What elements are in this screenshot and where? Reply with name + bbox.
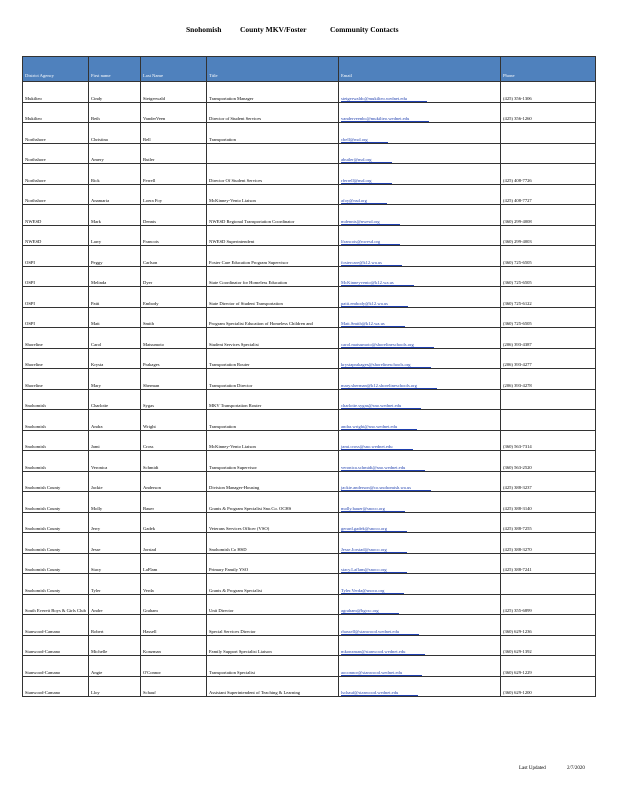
cell-phone: (425) 388-7241: [501, 553, 596, 574]
cell-phone: (360) 299-4008: [501, 205, 596, 226]
cell-first-name: Jerry: [89, 512, 141, 533]
cell-title: Unit Director: [207, 594, 339, 615]
cell-agency: Shoreline: [23, 348, 89, 369]
email-link[interactable]: cbell@nsd.org: [341, 137, 388, 143]
cell-first-name: Tyler: [89, 574, 141, 595]
email-link[interactable]: gerard.gadek@snoco.org: [341, 526, 407, 532]
cell-phone: [501, 389, 596, 410]
table-row: [23, 594, 596, 615]
cell-last-name: Gadek: [141, 512, 207, 533]
cell-last-name: Francois: [141, 225, 207, 246]
email-link[interactable]: stacy.Laflam@snoco.org: [341, 567, 407, 573]
cell-title: Veterans Services Officer (VSO): [207, 512, 339, 533]
table-row: [23, 225, 596, 246]
cell-title: Program Specialist Education of Homeless Children and: [207, 307, 339, 328]
cell-title: Division Manager-Housing: [207, 471, 339, 492]
cell-last-name: VanderVeen: [141, 102, 207, 123]
table-row: [23, 164, 596, 185]
cell-last-name: Dennis: [141, 205, 207, 226]
cell-agency: Northshore: [23, 143, 89, 164]
cell-agency: Snohomish: [23, 410, 89, 431]
cell-email[interactable]: [339, 451, 501, 472]
table-row: [23, 410, 596, 431]
cell-last-name: Carlson: [141, 246, 207, 267]
cell-last-name: Sygas: [141, 389, 207, 410]
cell-agency: Snohomish County: [23, 512, 89, 533]
cell-email[interactable]: [339, 143, 501, 164]
cell-email[interactable]: [339, 246, 501, 267]
cell-agency: Snohomish: [23, 389, 89, 410]
cell-email[interactable]: [339, 656, 501, 677]
cell-email[interactable]: [339, 512, 501, 533]
cell-phone: (360) 629-1229: [501, 656, 596, 677]
cell-title: MKV Transportation Router: [207, 389, 339, 410]
cell-email[interactable]: [339, 410, 501, 431]
cell-last-name: Schauf: [141, 676, 207, 697]
cell-agency: Snohomish County: [23, 471, 89, 492]
cell-first-name: Andre: [89, 594, 141, 615]
cell-last-name: Anderson: [141, 471, 207, 492]
last-updated-label: Last Updated: [519, 766, 546, 771]
table-row: [23, 471, 596, 492]
cell-title: Assistant Superintendent of Teaching & Learning: [207, 676, 339, 697]
cell-phone: (360) 563-2520: [501, 451, 596, 472]
cell-phone: (360) 563-7314: [501, 430, 596, 451]
email-link[interactable]: vanderveenbc@mukilteo.wednet.edu: [341, 116, 429, 122]
cell-agency: Stanwood-Camano: [23, 615, 89, 636]
cell-title: Foster Care Education Program Supervisor: [207, 246, 339, 267]
cell-last-name: Graham: [141, 594, 207, 615]
col-title-header: Title: [207, 57, 339, 82]
cell-phone: [501, 143, 596, 164]
cell-phone: (425) 408-7727: [501, 184, 596, 205]
email-link[interactable]: mkonzman@stanwood.wednet.edu: [341, 649, 425, 655]
cell-title: McKinney-Vento Liaison: [207, 430, 339, 451]
title-contacts: Community Contacts: [330, 25, 399, 34]
cell-first-name: Carol: [89, 328, 141, 349]
cell-last-name: Jorstad: [141, 533, 207, 554]
cell-title: State Director of Student Transportation: [207, 287, 339, 308]
cell-last-name: Verda: [141, 574, 207, 595]
cell-email[interactable]: [339, 430, 501, 451]
email-link[interactable]: jackie.anderson@co.snohomish.wa.us: [341, 485, 431, 491]
cell-email[interactable]: [339, 266, 501, 287]
cell-phone: [501, 410, 596, 431]
table-row: [23, 143, 596, 164]
cell-agency: Snohomish County: [23, 553, 89, 574]
cell-agency: Mukilteo: [23, 102, 89, 123]
cell-last-name: Steigerwald: [141, 82, 207, 103]
email-link[interactable]: charlotte.sygas@sno.wednet.edu: [341, 403, 421, 409]
col-email-header: Email: [339, 57, 501, 82]
cell-phone: (425) 408-7726: [501, 164, 596, 185]
cell-email[interactable]: [339, 205, 501, 226]
cell-title: [207, 143, 339, 164]
title-county: Snohomish: [186, 25, 222, 34]
table-header-row: [23, 57, 596, 82]
cell-title: NWESD Regional Transportation Coordinator: [207, 205, 339, 226]
table-row: [23, 492, 596, 513]
cell-phone: (425) 388-3140: [501, 492, 596, 513]
cell-first-name: Mark: [89, 205, 141, 226]
cell-email[interactable]: [339, 102, 501, 123]
col-first-name-header: First name: [89, 57, 141, 82]
email-link[interactable]: molly.bauer@snoco.org: [341, 506, 405, 512]
cell-last-name: Cross: [141, 430, 207, 451]
cell-first-name: Robert: [89, 615, 141, 636]
cell-agency: Snohomish County: [23, 574, 89, 595]
table-row: [23, 533, 596, 554]
cell-first-name: Jackie: [89, 471, 141, 492]
cell-phone: (425) 388-3270: [501, 533, 596, 554]
email-link[interactable]: krystaprakages@shorelineschools.org: [341, 362, 431, 368]
col-last-name-header: Last Name: [141, 57, 207, 82]
cell-agency: OSPI: [23, 246, 89, 267]
cell-email[interactable]: [339, 553, 501, 574]
cell-email[interactable]: [339, 533, 501, 554]
cell-phone: (425) 356-1260: [501, 102, 596, 123]
cell-phone: (206) 393-4278: [501, 369, 596, 390]
cell-title: NWESD Superintendent: [207, 225, 339, 246]
cell-first-name: Patti: [89, 287, 141, 308]
cell-phone: (425) 356-1306: [501, 82, 596, 103]
table-row: [23, 574, 596, 595]
cell-agency: NWESD: [23, 205, 89, 226]
cell-agency: South Everett Boys & Girls Club: [23, 594, 89, 615]
cell-agency: Shoreline: [23, 369, 89, 390]
email-link[interactable]: agraham@bgcsc.org: [341, 608, 399, 614]
cell-title: Transportation Manager: [207, 82, 339, 103]
table-row: [23, 307, 596, 328]
cell-agency: Stanwood-Camano: [23, 676, 89, 697]
cell-phone: (206) 393-4387: [501, 328, 596, 349]
cell-title: Transportation: [207, 410, 339, 431]
email-link[interactable]: jami.cross@sno.wednet.edu: [341, 444, 413, 450]
cell-first-name: Stacy: [89, 553, 141, 574]
table-row: [23, 451, 596, 472]
table-row: [23, 328, 596, 349]
email-link[interactable]: Jesse.Jorstad@snoco.org: [341, 547, 407, 553]
cell-phone: (360) 725-6505: [501, 266, 596, 287]
cell-email[interactable]: [339, 492, 501, 513]
cell-title: Grants & Program Specialist Sno.Co. OCHS: [207, 492, 339, 513]
cell-first-name: Lloy: [89, 676, 141, 697]
cell-last-name: Loera Foy: [141, 184, 207, 205]
cell-last-name: Butler: [141, 143, 207, 164]
email-link[interactable]: mdennis@nwesd.org: [341, 219, 400, 225]
cell-email[interactable]: [339, 82, 501, 103]
cell-first-name: Molly: [89, 492, 141, 513]
cell-email[interactable]: [339, 369, 501, 390]
cell-first-name: Christina: [89, 123, 141, 144]
email-link[interactable]: steigerwaldc@mukilteo.wednet.edu: [341, 96, 427, 102]
cell-first-name: Cindy: [89, 82, 141, 103]
col-phone-header: Phone: [501, 57, 596, 82]
cell-agency: Northshore: [23, 123, 89, 144]
table-row: [23, 102, 596, 123]
cell-agency: NWESD: [23, 225, 89, 246]
cell-title: Special Services Director: [207, 615, 339, 636]
cell-last-name: Bauer: [141, 492, 207, 513]
email-link[interactable]: lfrancois@nwesd.org: [341, 239, 400, 245]
cell-last-name: Wright: [141, 410, 207, 431]
cell-email[interactable]: [339, 184, 501, 205]
cell-last-name: Bell: [141, 123, 207, 144]
cell-title: Transportation Director: [207, 369, 339, 390]
cell-first-name: Matt: [89, 307, 141, 328]
table-row: [23, 184, 596, 205]
cell-agency: OSPI: [23, 307, 89, 328]
table-row: [23, 348, 596, 369]
table-row: [23, 615, 596, 636]
cell-agency: Northshore: [23, 164, 89, 185]
table-row: [23, 676, 596, 697]
email-link[interactable]: patti.embody@k12.wa.us: [341, 301, 408, 307]
table-row: [23, 656, 596, 677]
cell-email[interactable]: [339, 615, 501, 636]
cell-first-name: Anamaria: [89, 184, 141, 205]
cell-email[interactable]: [339, 574, 501, 595]
cell-title: Transportation Supervisor: [207, 451, 339, 472]
cell-email[interactable]: [339, 328, 501, 349]
cell-first-name: Jami: [89, 430, 141, 451]
email-link[interactable]: veronica.schmidt@sno.wednet.edu: [341, 465, 425, 471]
cell-last-name: Smith: [141, 307, 207, 328]
cell-agency: Stanwood-Camano: [23, 635, 89, 656]
document-title: [0, 25, 618, 37]
cell-first-name: Veronica: [89, 451, 141, 472]
cell-email[interactable]: [339, 307, 501, 328]
cell-agency: OSPI: [23, 266, 89, 287]
cell-first-name: Michelle: [89, 635, 141, 656]
cell-first-name: Jesse: [89, 533, 141, 554]
cell-first-name: Rick: [89, 164, 141, 185]
cell-first-name: Charlotte: [89, 389, 141, 410]
email-link[interactable]: abutler@nsd.org: [341, 157, 392, 163]
cell-last-name: LaFlam: [141, 553, 207, 574]
cell-title: Director Of Student Services: [207, 164, 339, 185]
cell-first-name: Peggy: [89, 246, 141, 267]
email-link[interactable]: mary.sherman@k12.shorelineschools.org: [341, 383, 437, 389]
cell-first-name: Larry: [89, 225, 141, 246]
email-link[interactable]: Matt.Smith@k12.wa.us: [341, 321, 405, 327]
cell-phone: [501, 123, 596, 144]
table-row: [23, 512, 596, 533]
cell-agency: Mukilteo: [23, 82, 89, 103]
cell-title: Transportation Router: [207, 348, 339, 369]
cell-agency: Snohomish County: [23, 533, 89, 554]
table-row: [23, 123, 596, 144]
cell-last-name: Matsumoto: [141, 328, 207, 349]
table-row: [23, 430, 596, 451]
cell-phone: (360) 629-1200: [501, 676, 596, 697]
email-link[interactable]: carol.matsumoto@shorelineschools.org: [341, 342, 434, 348]
cell-agency: Snohomish: [23, 430, 89, 451]
cell-title: Transportation Specialist: [207, 656, 339, 677]
cell-last-name: Embody: [141, 287, 207, 308]
cell-phone: (425) 355-6899: [501, 594, 596, 615]
cell-first-name: Angie: [89, 656, 141, 677]
cell-email[interactable]: [339, 225, 501, 246]
email-link[interactable]: aoconnor@stanwood.wednet.edu: [341, 670, 422, 676]
table-row: [23, 287, 596, 308]
title-program: County MKV/Foster: [240, 25, 307, 34]
cell-phone: (425) 388-7255: [501, 512, 596, 533]
cell-email[interactable]: [339, 635, 501, 656]
cell-email[interactable]: [339, 676, 501, 697]
last-updated-date: 2/7/2020: [567, 766, 585, 771]
cell-last-name: Hassell: [141, 615, 207, 636]
cell-phone: (360) 299-4003: [501, 225, 596, 246]
cell-email[interactable]: [339, 348, 501, 369]
cell-agency: Shoreline: [23, 328, 89, 349]
cell-last-name: O'Connor: [141, 656, 207, 677]
cell-email[interactable]: [339, 594, 501, 615]
cell-agency: Snohomish County: [23, 492, 89, 513]
cell-phone: (206) 393-4277: [501, 348, 596, 369]
cell-title: Student Services Specialist: [207, 328, 339, 349]
table-row: [23, 205, 596, 226]
table-row: [23, 82, 596, 103]
cell-last-name: Dyer: [141, 266, 207, 287]
cell-phone: [501, 574, 596, 595]
cell-phone: (360) 725-6505: [501, 246, 596, 267]
cell-agency: Stanwood-Camano: [23, 656, 89, 677]
last-updated: [519, 766, 585, 771]
email-link[interactable]: McKinneyvento@k12.wa.us: [341, 280, 414, 286]
cell-agency: Northshore: [23, 184, 89, 205]
cell-first-name: Andra: [89, 410, 141, 431]
cell-email[interactable]: [339, 123, 501, 144]
cell-first-name: Melinda: [89, 266, 141, 287]
email-link[interactable]: afoy@nsd.org: [341, 198, 387, 204]
table-row: [23, 266, 596, 287]
cell-phone: (425) 388-3237: [501, 471, 596, 492]
cell-phone: (360) 629-1392: [501, 635, 596, 656]
cell-title: Grants & Program Specialist: [207, 574, 339, 595]
email-link[interactable]: lschauf@stanwood.wednet.edu: [341, 690, 418, 696]
cell-first-name: Amery: [89, 143, 141, 164]
cell-agency: OSPI: [23, 287, 89, 308]
cell-first-name: Krysta: [89, 348, 141, 369]
cell-last-name: Prakages: [141, 348, 207, 369]
cell-email[interactable]: [339, 471, 501, 492]
table-row: [23, 635, 596, 656]
cell-phone: (360) 725-6505: [501, 307, 596, 328]
cell-title: McKinney-Vento Liaison: [207, 184, 339, 205]
cell-title: State Coordinator for Homeless Education: [207, 266, 339, 287]
email-link[interactable]: fostercare@k12.wa.us: [341, 260, 402, 266]
email-link[interactable]: rferrell@nsd.org: [341, 178, 392, 184]
col-agency-header: District Agency: [23, 57, 89, 82]
cell-last-name: Konzman: [141, 635, 207, 656]
table-row: [23, 553, 596, 574]
cell-title: Snohomish Co HSD: [207, 533, 339, 554]
cell-last-name: Ferrell: [141, 164, 207, 185]
cell-title: Transportation: [207, 123, 339, 144]
table-row: [23, 246, 596, 267]
cell-phone: (360) 725-6122: [501, 287, 596, 308]
cell-title: Director of Student Services: [207, 102, 339, 123]
cell-phone: (360) 629-1236: [501, 615, 596, 636]
cell-first-name: Beth: [89, 102, 141, 123]
cell-last-name: Schmidt: [141, 451, 207, 472]
cell-agency: Snohomish: [23, 451, 89, 472]
cell-email[interactable]: [339, 389, 501, 410]
cell-title: Family Support Specialist Liaison: [207, 635, 339, 656]
email-link[interactable]: andra.wright@sno.wednet.edu: [341, 424, 417, 430]
table-row: [23, 389, 596, 410]
email-link[interactable]: rhassell@stanwood.wednet.edu: [341, 629, 419, 635]
cell-title: Primary Family YSO: [207, 553, 339, 574]
cell-email[interactable]: [339, 164, 501, 185]
cell-email[interactable]: [339, 287, 501, 308]
contacts-table: [22, 56, 596, 697]
cell-last-name: Sherman: [141, 369, 207, 390]
table-row: [23, 369, 596, 390]
email-link[interactable]: Tyler.Verda@snoco.org: [341, 588, 404, 594]
cell-first-name: Mary: [89, 369, 141, 390]
